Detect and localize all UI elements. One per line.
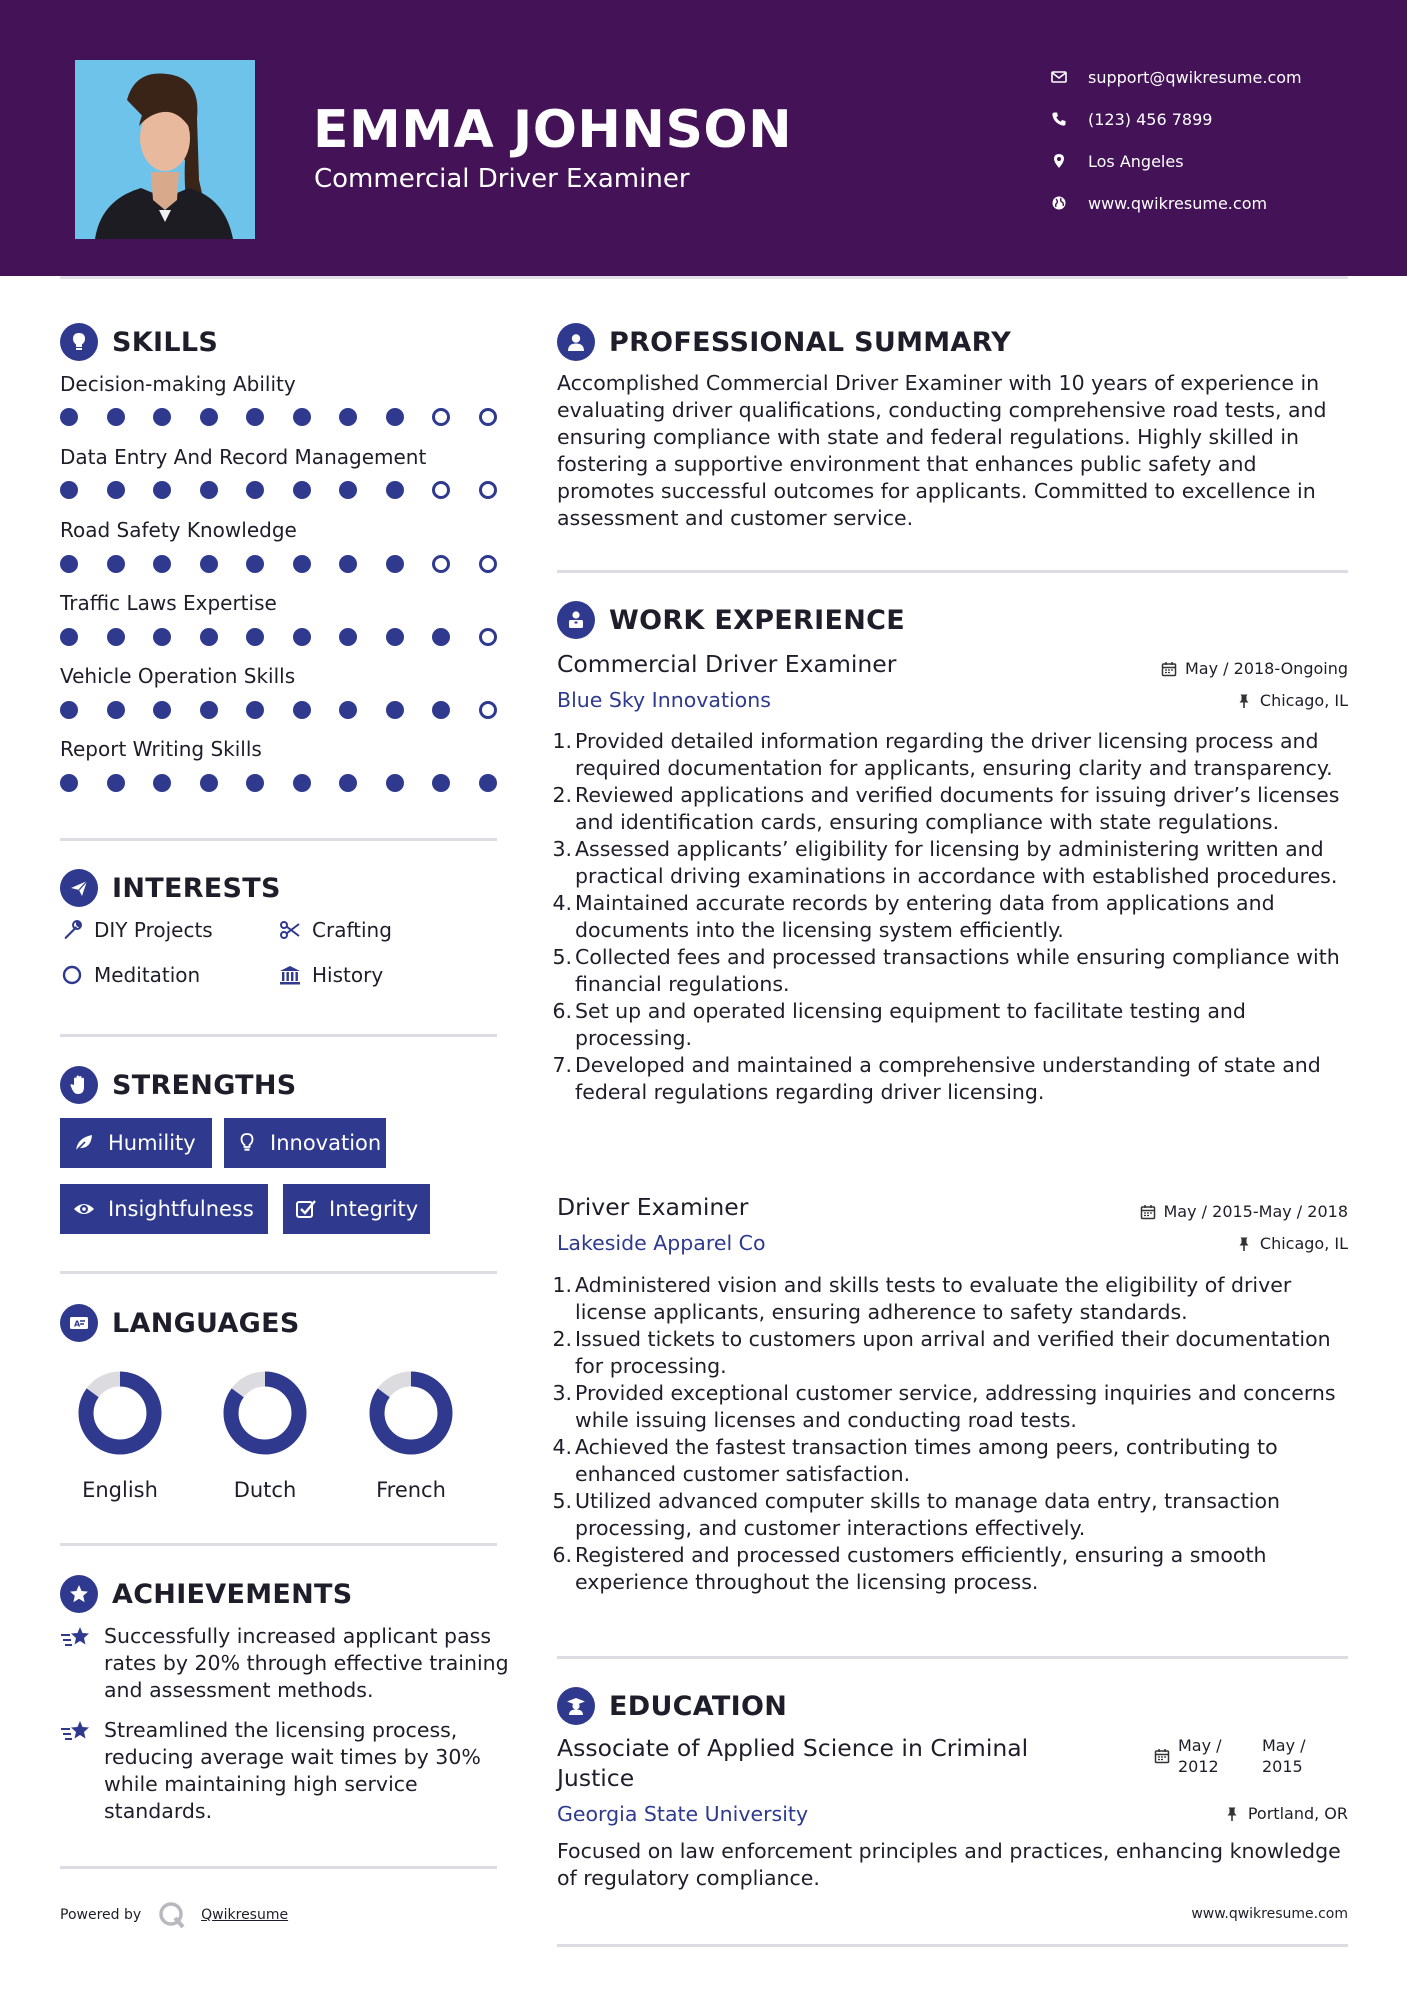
education-start-month: May / [1178,1736,1222,1755]
skill-dot-filled [339,408,357,426]
skill-dot-filled [246,628,264,646]
envelope-icon [1050,69,1067,86]
job-task: 5. Utilized advanced computer skills to manage data entry, transaction processing, and customer interactions effectively. [552,1489,1280,1540]
education-location-text: Portland, OR [1247,1804,1348,1823]
education-title: EDUCATION [609,1690,788,1722]
job-company: Blue Sky Innovations [557,688,771,712]
language-item [205,1368,325,1502]
strength-tag [283,1184,430,1234]
section-divider [60,1543,497,1546]
section-divider [60,1271,497,1274]
skill-rating [60,701,500,721]
languages-title: LANGUAGES [112,1307,300,1339]
languages-heading [60,1303,300,1343]
skills-heading [60,322,218,362]
contact-email-text: support@qwikresume.com [1088,67,1302,87]
job-task-list [550,728,1350,1106]
strength-label: Integrity [329,1197,419,1221]
circle-icon [60,963,84,987]
location-pin-icon [1050,153,1067,170]
job-task: 1. Provided detailed information regarding the driver licensing process and required documentation for applicants, ensuring clarity and transparency. [552,729,1333,780]
job-dates-text: May / 2015-May / 2018 [1163,1202,1348,1221]
skill-name: Report Writing Skills [60,737,262,761]
skill-dot-filled [386,701,404,719]
skill-dot-filled [293,555,311,573]
education-heading [557,1686,787,1726]
skill-dot-filled [246,555,264,573]
skill-dot-filled [200,774,218,792]
powered-by [60,1900,288,1930]
education-start-date [1178,1735,1222,1777]
lightbulb-icon [236,1131,258,1155]
job-location [1236,691,1348,710]
achievements-title: ACHIEVEMENTS [112,1578,353,1610]
language-donut [220,1368,310,1458]
shooting-star-icon [60,1717,92,1747]
skill-rating [60,628,500,648]
interest-item [278,918,392,942]
job-dates [1161,659,1348,678]
skill-dot-filled [293,701,311,719]
skill-dot-filled [153,701,171,719]
section-divider [60,838,497,841]
section-divider [60,1034,497,1037]
job-dates [1140,1202,1349,1221]
skill-dot-empty [479,481,497,499]
skill-dot-filled [107,701,125,719]
skill-dot-filled [153,555,171,573]
language-donut [75,1368,165,1458]
skill-name: Traffic Laws Expertise [60,591,277,615]
section-divider [557,1656,1348,1659]
pushpin-icon [1236,693,1252,709]
calendar-icon [1154,1748,1170,1764]
skill-rating [60,481,500,501]
experience-title: WORK EXPERIENCE [609,604,905,636]
wrench-icon [60,918,84,942]
shooting-star-icon [60,1623,92,1653]
achievements-heading [60,1574,353,1614]
skill-dot-filled [107,481,125,499]
briefcase-user-icon [557,601,595,639]
skill-dot-filled [246,701,264,719]
skill-dot-filled [293,774,311,792]
education-end-date [1262,1735,1306,1777]
skills-title: SKILLS [112,326,219,358]
education-end-month: May / [1262,1736,1306,1755]
contact-list [1050,56,1302,224]
skill-dot-filled [339,701,357,719]
job-task: 7. Developed and maintained a comprehensive understanding of state and federal regulations regarding driver licensing. [552,1053,1321,1104]
skill-dot-filled [246,481,264,499]
profile-photo [75,60,255,239]
education-location [1224,1804,1348,1823]
calendar-icon [1140,1204,1156,1220]
checkbox-icon [295,1197,317,1221]
interest-item [60,918,213,942]
job-task: 1. Administered vision and skills tests to evaluate the eligibility of driver license applicants, ensuring adherence to safety standards. [552,1273,1292,1324]
job-task: 4. Maintained accurate records by entering data from applications and documents into the licensing system efficiently. [552,891,1275,942]
pushpin-icon [1224,1806,1240,1822]
powered-by-label: Powered by [60,1907,142,1923]
education-end-year: 2015 [1262,1757,1303,1776]
skill-dot-filled [153,408,171,426]
graduate-icon [557,1687,595,1725]
skill-dot-filled [386,408,404,426]
skill-dot-filled [339,774,357,792]
skill-dot-filled [432,774,450,792]
job-role: Driver Examiner [557,1193,749,1221]
contact-location-text: Los Angeles [1088,151,1184,171]
skill-dot-filled [60,555,78,573]
job-task: 6. Set up and operated licensing equipment to facilitate testing and processing. [552,999,1246,1050]
candidate-name: EMMA JOHNSON [313,100,793,160]
section-divider [557,1944,1348,1947]
skill-name: Road Safety Knowledge [60,518,297,542]
achievement-item [60,1623,510,1704]
resume-header [0,0,1407,276]
skill-name: Data Entry And Record Management [60,445,427,469]
contact-website[interactable] [1050,182,1302,224]
job-task: 3. Provided exceptional customer service, addressing inquiries and concerns while issuing licenses and conducting road tests. [552,1381,1336,1432]
skill-dot-filled [107,408,125,426]
strength-label: Innovation [270,1131,382,1155]
skill-dot-empty [432,408,450,426]
skill-dot-empty [479,555,497,573]
skill-dot-filled [60,701,78,719]
section-divider [60,1866,497,1869]
skill-dot-empty [432,481,450,499]
candidate-title: Commercial Driver Examiner [314,164,690,194]
scissors-icon [278,918,302,942]
skill-dot-filled [107,628,125,646]
interests-heading [60,868,281,908]
interest-label: History [312,963,384,987]
skill-rating [60,555,500,575]
skill-dot-filled [293,628,311,646]
contact-phone-text: (123) 456 7899 [1088,109,1213,129]
skill-dot-filled [246,774,264,792]
skill-dot-empty [479,628,497,646]
leaf-icon [72,1131,96,1155]
skill-dot-filled [293,481,311,499]
skill-dot-empty [479,701,497,719]
job-location-text: Chicago, IL [1259,1234,1348,1253]
language-item [351,1368,471,1502]
summary-heading [557,322,1011,362]
skill-dot-filled [479,774,497,792]
education-school: Georgia State University [557,1802,809,1826]
star-badge-icon [60,1575,98,1613]
interest-item [60,963,200,987]
strength-label: Humility [108,1131,196,1155]
language-donut [366,1368,456,1458]
skill-rating [60,408,500,428]
skill-dot-filled [153,628,171,646]
interest-item [278,963,383,987]
skill-dot-filled [432,701,450,719]
education-degree: Associate of Applied Science in Criminal Justice [557,1734,1029,1792]
skill-name: Vehicle Operation Skills [60,664,296,688]
contact-email[interactable] [1050,56,1302,98]
job-task: 2. Issued tickets to customers upon arrival and verified their documentation for processing. [552,1327,1331,1378]
skill-dot-filled [386,774,404,792]
education-description: Focused on law enforcement principles and practices, enhancing knowledge of regulatory compliance. [557,1839,1341,1890]
job-dates-text: May / 2018-Ongoing [1185,659,1348,678]
job-task: 4. Achieved the fastest transaction times among peers, contributing to enhanced customer satisfaction. [552,1435,1278,1486]
experience-heading [557,600,905,640]
strength-tag [224,1118,386,1168]
contact-phone[interactable] [1050,98,1302,140]
strengths-heading [60,1065,297,1105]
lightbulb-icon [60,323,98,361]
skill-dot-filled [107,774,125,792]
phone-icon [1050,111,1067,128]
raised-hand-icon [60,1066,98,1104]
skill-dot-filled [60,774,78,792]
skill-dot-filled [386,481,404,499]
strengths-title: STRENGTHS [112,1069,297,1101]
skill-dot-filled [200,481,218,499]
contact-location [1050,140,1302,182]
skill-dot-filled [339,628,357,646]
achievement-text: Streamlined the licensing process, reducing average wait times by 30% while maintaining high service standards. [104,1718,481,1823]
education-start-year: 2012 [1178,1757,1219,1776]
job-company: Lakeside Apparel Co [557,1231,766,1255]
section-divider [557,570,1348,573]
skill-dot-filled [200,408,218,426]
strength-tag [60,1118,212,1168]
interests-title: INTERESTS [112,872,281,904]
language-name: French [376,1478,446,1502]
pushpin-icon [1236,1236,1252,1252]
qwikresume-logo-icon [157,1900,187,1930]
interest-label: Meditation [94,963,201,987]
skill-dot-filled [107,555,125,573]
job-task-list [550,1272,1350,1596]
skill-dot-filled [200,555,218,573]
language-name: English [82,1478,158,1502]
skill-dot-filled [200,628,218,646]
eye-icon [72,1197,96,1221]
header-divider [60,276,1348,279]
skill-dot-filled [153,774,171,792]
language-card-icon [60,1304,98,1342]
skill-dot-filled [432,628,450,646]
skill-dot-filled [386,555,404,573]
skill-dot-filled [339,481,357,499]
strength-tag [60,1184,268,1234]
footer-website[interactable]: www.qwikresume.com [1191,1906,1348,1922]
skill-dot-filled [60,628,78,646]
paper-plane-icon [60,869,98,907]
skill-dot-filled [60,408,78,426]
job-task: 3. Assessed applicants’ eligibility for licensing by administering written and practical driving examinations in accordance with established procedures. [552,837,1338,888]
skill-name: Decision-making Ability [60,372,296,396]
job-location-text: Chicago, IL [1259,691,1348,710]
achievement-item [60,1717,510,1825]
job-location [1236,1234,1348,1253]
skill-dot-filled [246,408,264,426]
language-item [60,1368,180,1502]
qwikresume-link[interactable]: Qwikresume [201,1907,289,1923]
calendar-icon [1161,661,1177,677]
contact-website-text: www.qwikresume.com [1088,193,1268,213]
person-portrait-icon [75,60,255,239]
skill-dot-filled [386,628,404,646]
job-task: 6. Registered and processed customers efficiently, ensuring a smooth experience throughout the licensing process. [552,1543,1267,1594]
job-role: Commercial Driver Examiner [557,650,897,678]
skill-dot-filled [293,408,311,426]
skill-rating [60,774,500,794]
summary-text: Accomplished Commercial Driver Examiner with 10 years of experience in evaluating driver qualifications, conducting comprehensive road tests, and ensuring compliance with state and federal regulations. Highly skilled in fostering a supportive environment that enhances public safety and promotes successful outcomes for applicants. Committed to excellence in assessment and customer service. [557,371,1327,530]
interest-label: DIY Projects [94,918,213,942]
svg-text:A: A [74,1319,81,1329]
skill-dot-empty [479,408,497,426]
language-name: Dutch [233,1478,297,1502]
skill-dot-filled [200,701,218,719]
skill-dot-filled [60,481,78,499]
job-task: 2. Reviewed applications and verified documents for issuing driver’s licenses and identification cards, ensuring compliance with state regulations. [552,783,1340,834]
achievement-text: Successfully increased applicant pass rates by 20% through effective training and assessment methods. [104,1624,509,1702]
job-task: 5. Collected fees and processed transactions while ensuring compliance with financial regulations. [552,945,1340,996]
skill-dot-empty [432,555,450,573]
strength-label: Insightfulness [108,1197,254,1221]
skill-dot-filled [153,481,171,499]
museum-icon [278,963,302,987]
summary-title: PROFESSIONAL SUMMARY [609,326,1012,358]
interest-label: Crafting [312,918,392,942]
user-icon [557,323,595,361]
skill-dot-filled [339,555,357,573]
globe-icon [1050,195,1067,212]
